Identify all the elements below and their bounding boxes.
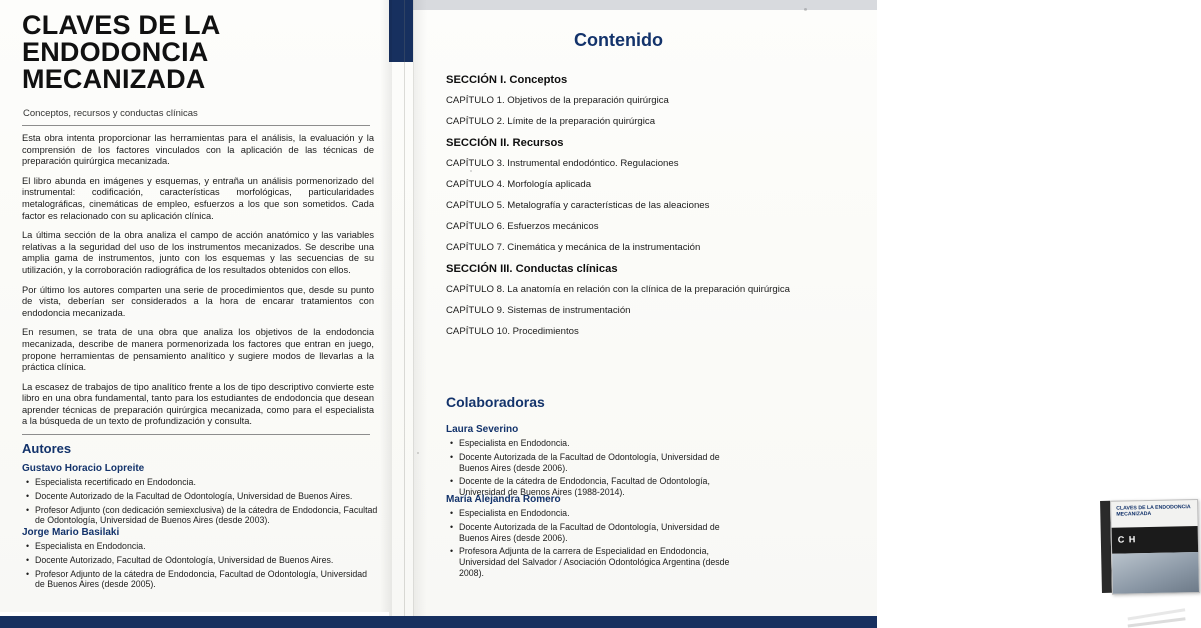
toc-chapter: CAPÍTULO 10. Procedimientos bbox=[446, 326, 579, 337]
collaborator-entry bbox=[446, 494, 731, 582]
toc-section bbox=[446, 137, 866, 253]
title-line-3: MECANIZADA bbox=[22, 64, 206, 94]
toc-chapter: CAPÍTULO 3. Instrumental endodóntico. Regulaciones bbox=[446, 158, 679, 169]
toc-chapter: CAPÍTULO 8. La anatomía en relación con la clínica de la preparación quirúrgica bbox=[446, 284, 790, 295]
page-fold-line bbox=[404, 0, 405, 628]
list-item: • Docente Autorizado de la Facultad de Odontología, Universidad de Buenos Aires. bbox=[35, 491, 378, 502]
cover-photo bbox=[1112, 552, 1199, 594]
blurb-paragraph: Esta obra intenta proporcionar las herramientas para el análisis, la evaluación y la comprensión de los factores vinculados con la aplicación de las técnicas de preparación quirúrgica mecanizada. bbox=[22, 133, 374, 167]
toc-section bbox=[446, 74, 866, 127]
list-item: • Docente Autorizada de la Facultad de Odontología, Universidad de Buenos Aires (desde 2006). bbox=[459, 452, 731, 474]
contents-heading: Contenido bbox=[574, 30, 663, 50]
back-cover-panel bbox=[0, 0, 389, 616]
list-item: • Profesor Adjunto de la cátedra de Endodoncia, Facultad de Odontología, Universidad de Buenos Aires (desde 2005). bbox=[35, 569, 378, 591]
list-item: • Profesora Adjunta de la carrera de Especialidad en Endodoncia, Universidad del Salvador / Asociación Odontológica Argentina (desde 2008). bbox=[459, 546, 731, 578]
blurb-paragraph: En resumen, se trata de una obra que analiza los objetivos de la endodoncia mecanizada, describe de manera pormenorizada los factores que entran en juego, propone herramientas de pensamiento analítico y sugiere modos de llevarlas a la práctica clínica. bbox=[22, 327, 374, 373]
list-item: • Especialista en Endodoncia. bbox=[459, 508, 731, 519]
toc-section bbox=[446, 263, 866, 337]
collaborator-entry bbox=[446, 424, 731, 501]
navy-corner-block bbox=[389, 0, 413, 62]
author-name: Gustavo Horacio Lopreite bbox=[22, 463, 145, 474]
author-entry bbox=[22, 463, 378, 529]
toc-section-title: SECCIÓN I. Conceptos bbox=[446, 74, 568, 86]
toc-chapter: CAPÍTULO 2. Límite de la preparación quirúrgica bbox=[446, 116, 656, 127]
bottom-white-gap bbox=[0, 612, 389, 616]
list-item: • Especialista recertificado en Endodoncia. bbox=[35, 477, 378, 488]
cover-title: CLAVES DE LA ENDODONCIA MECANIZADA bbox=[1116, 504, 1191, 518]
blurb-paragraph: El libro abunda en imágenes y esquemas, y entraña un análisis pormenorizado del instrumental: codificación, características morfológicas, particularidades metalográficas, cinemáticas de empleo, esfuerzos a los que son sometidos. Cada factor es relacionado con su aplicación clínica. bbox=[22, 175, 374, 221]
toc-section-title: SECCIÓN III. Conductas clínicas bbox=[446, 263, 618, 275]
toc-chapter: CAPÍTULO 6. Esfuerzos mecánicos bbox=[446, 221, 599, 232]
collaborator-bullets bbox=[446, 438, 731, 498]
divider-top bbox=[22, 125, 370, 126]
book-front-cover bbox=[1110, 499, 1200, 595]
divider-authors bbox=[22, 434, 370, 435]
scan-speck bbox=[470, 170, 472, 172]
cover-band-text: C H bbox=[1117, 534, 1137, 545]
list-item: • Docente Autorizada de la Facultad de Odontología, Universidad de Buenos Aires (desde 2006). bbox=[459, 522, 731, 544]
page-title bbox=[22, 12, 367, 93]
list-item: • Especialista en Endodoncia. bbox=[459, 438, 731, 449]
cover-band bbox=[1112, 526, 1199, 554]
contents-panel bbox=[413, 0, 1191, 616]
collaborator-name: María Alejandra Romero bbox=[446, 494, 561, 505]
collaborator-name: Laura Severino bbox=[446, 424, 519, 435]
authors-heading: Autores bbox=[22, 441, 72, 456]
blurb-paragraph: La escasez de trabajos de tipo analítico frente a los de tipo descriptivo convierte este libro en una obra fundamental, tanto para los estudiantes de endodoncia que desean aprender técnicas de preparación quirúrgica mecanizada, como para el especialista a la búsqueda de un texto de profundización y consulta. bbox=[22, 381, 374, 427]
collaborators-heading: Colaboradoras bbox=[446, 394, 545, 410]
scan-speck bbox=[804, 8, 807, 11]
blurb-text bbox=[22, 133, 374, 436]
subtitle: Conceptos, recursos y conductas clínicas bbox=[23, 108, 198, 119]
bottom-navy-bar bbox=[0, 616, 877, 628]
author-bullets bbox=[22, 541, 378, 590]
list-item: • Especialista en Endodoncia. bbox=[35, 541, 378, 552]
list-item: • Profesor Adjunto (con dedicación semiexclusiva) de la cátedra de Endodoncia, Facultad de Odontología, Universidad de Buenos Aires (desde 2003). bbox=[35, 505, 378, 527]
toc-chapter: CAPÍTULO 7. Cinemática y mecánica de la instrumentación bbox=[446, 242, 701, 253]
author-name: Jorge Mario Basilaki bbox=[22, 527, 120, 538]
author-bullets bbox=[22, 477, 378, 526]
toc-chapter: CAPÍTULO 4. Morfología aplicada bbox=[446, 179, 592, 190]
toc-chapter: CAPÍTULO 9. Sistemas de instrumentación bbox=[446, 305, 631, 316]
blurb-paragraph: La última sección de la obra analiza el campo de acción anatómico y las variables relativas a la seguridad del uso de los instrumentos mecanizados. Se describe una amplia gama de instrumentos, junto con los esquemas y las secuencias de su utilización, y la corroboración radiográfica de los resultados obtenidos con ellos. bbox=[22, 230, 374, 275]
blurb-paragraph: Por último los autores comparten una serie de procedimientos que, desde su punto de vista, deberían ser considerados a la hora de encarar tratamientos con endodoncia mecanizada. bbox=[22, 284, 374, 318]
title-line-2: ENDODONCIA bbox=[22, 37, 209, 67]
toc-section-title: SECCIÓN II. Recursos bbox=[446, 137, 564, 149]
title-line-1: CLAVES DE LA bbox=[22, 10, 221, 40]
scan-speck bbox=[417, 452, 419, 454]
list-item: • Docente de la cátedra de Endodoncia, Facultad de Odontología, Universidad de Buenos Aires (1988-2014). bbox=[459, 476, 731, 498]
book-cover-thumbnail bbox=[1100, 499, 1198, 593]
list-item: • Docente Autorizado, Facultad de Odontología, Universidad de Buenos Aires. bbox=[35, 555, 378, 566]
table-of-contents bbox=[446, 74, 866, 347]
collaborator-bullets bbox=[446, 508, 731, 579]
author-entry bbox=[22, 527, 378, 593]
toc-chapter: CAPÍTULO 1. Objetivos de la preparación quirúrgica bbox=[446, 95, 669, 106]
toc-chapter: CAPÍTULO 5. Metalografía y características de las aleaciones bbox=[446, 200, 710, 211]
